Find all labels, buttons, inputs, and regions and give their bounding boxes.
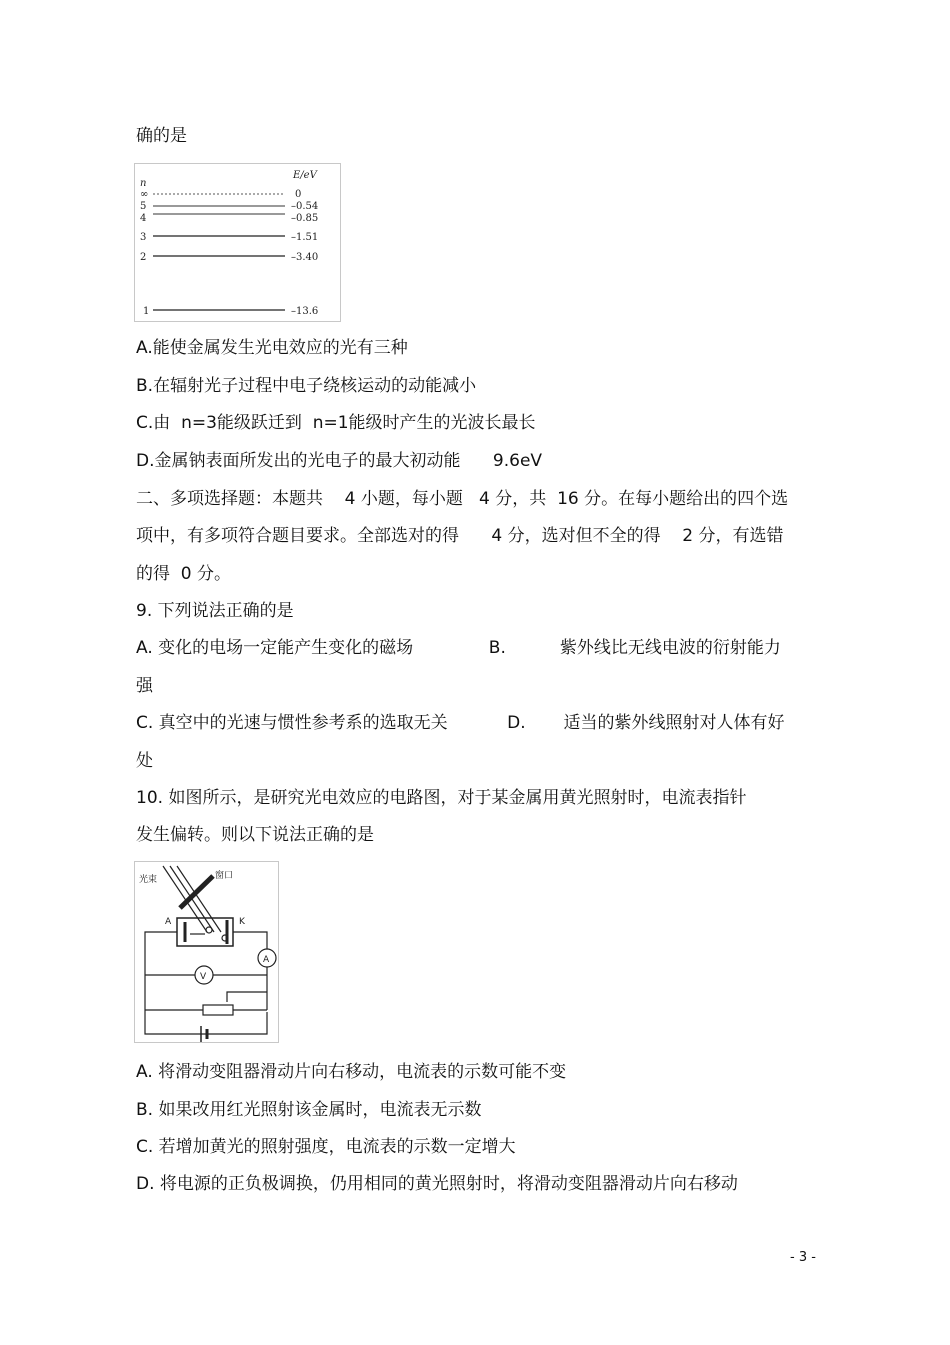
level-n-label: 3 <box>140 232 147 243</box>
option-b: B. 如果改用红光照射该金属时，电流表无示数 <box>136 1100 482 1120</box>
level-e-label: –0.54 <box>291 201 319 212</box>
circuit-svg <box>135 862 278 1042</box>
option-a: A.能使金属发生光电效应的光有三种 <box>136 338 408 358</box>
section-heading: 二、多项选择题：本题共 4 小题，每小题 4 分，共 16 分。在每小题给出的四个选 <box>136 489 789 509</box>
rheostat <box>203 1005 233 1015</box>
anode-label: A <box>165 917 172 927</box>
text-line: 项中，有多项符合题目要求。全部选对的得 4 分，选对但不全的得 2 分，有选错 <box>136 526 784 546</box>
level-e-label: –1.51 <box>291 232 319 243</box>
question-10: 10. 如图所示，是研究光电效应的电路图，对于某金属用黄光照射时，电流表指针 <box>136 788 747 808</box>
axis-n-label: n <box>140 178 147 189</box>
energy-level-diagram <box>134 163 341 322</box>
text-line: 确的是 <box>136 126 187 146</box>
ammeter-label: A <box>263 955 270 965</box>
page-number: - 3 - <box>790 1250 816 1265</box>
option-a: A. 将滑动变阻器滑动片向右移动，电流表的示数可能不变 <box>136 1062 567 1082</box>
photoelectric-circuit-diagram <box>134 861 279 1043</box>
beam-label: 光束 <box>139 875 158 885</box>
level-e-label: 0 <box>295 189 302 200</box>
axis-e-label: E/eV <box>293 170 317 181</box>
level-e-label: –13.6 <box>291 306 319 317</box>
option-d: D.金属钠表面所发出的光电子的最大初动能 9.6eV <box>136 451 543 471</box>
option-line: C. 真空中的光速与惯性参考系的选取无关 D. 适当的紫外线照射对人体有好 <box>136 713 785 733</box>
question-9: 9. 下列说法正确的是 <box>136 601 294 621</box>
voltmeter-label: V <box>200 972 207 982</box>
cathode-label: K <box>239 917 245 927</box>
level-n-label: 2 <box>140 252 147 263</box>
wire <box>233 932 267 949</box>
level-n-label: ∞ <box>140 189 149 200</box>
window-bar <box>180 876 213 908</box>
option-b: B.在辐射光子过程中电子绕核运动的动能减小 <box>136 376 477 396</box>
level-n-label: 1 <box>143 306 150 317</box>
level-e-label: –3.40 <box>291 252 319 263</box>
level-n-label: 5 <box>140 201 147 212</box>
text-line: 强 <box>136 676 153 696</box>
option-d: D. 将电源的正负极调换，仍用相同的黄光照射时，将滑动变阻器滑动片向右移动 <box>136 1174 738 1194</box>
option-line: A. 变化的电场一定能产生变化的磁场 B. 紫外线比无线电波的衍射能力 <box>136 638 781 658</box>
option-c: C.由 n=3能级跃迁到 n=1能级时产生的光波长最长 <box>136 413 536 433</box>
text-line: 处 <box>136 751 153 771</box>
text-line: 发生偏转。则以下说法正确的是 <box>136 825 374 845</box>
window-label: 窗口 <box>215 871 234 881</box>
slider-wire <box>227 992 267 1002</box>
energy-level-svg <box>135 164 340 321</box>
wire <box>145 932 267 1034</box>
level-n-label: 4 <box>140 213 147 224</box>
level-e-label: –0.85 <box>291 213 319 224</box>
electron <box>206 927 212 933</box>
option-c: C. 若增加黄光的照射强度，电流表的示数一定增大 <box>136 1137 516 1157</box>
text-line: 的得 0 分。 <box>136 564 232 584</box>
